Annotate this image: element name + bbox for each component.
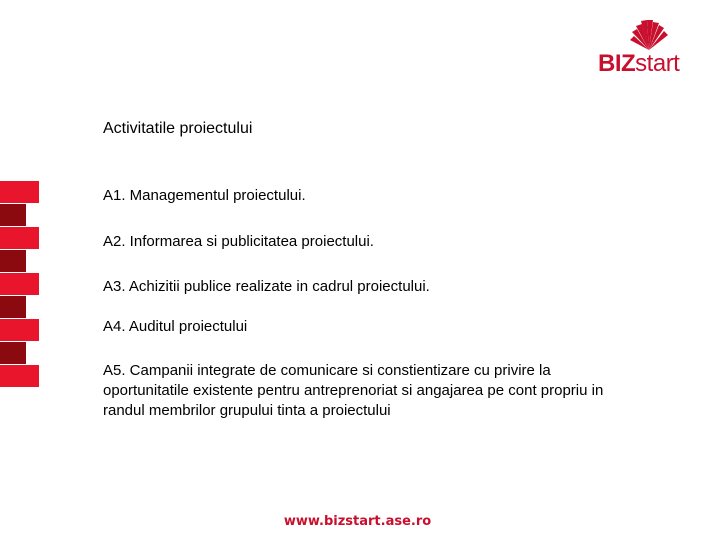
activity-item-a5: A5. Campanii integrate de comunicare si constientizare cu privire la oportunitatile existente pentru antreprenoriat si angajarea pe cont propriu in randul membrilor grupului tinta a proiectului [103,362,604,419]
side-bar [0,273,39,295]
side-bar [0,296,26,318]
bizstart-logo [594,14,694,77]
activity-item-a3: A3. Achizitii publice realizate in cadrul proiectului. [103,278,430,295]
logo-wordmark [598,52,679,76]
side-bar [0,342,26,364]
slide-title: Activitatile proiectului [103,120,253,137]
side-bar [0,227,39,249]
side-bar [0,204,26,226]
side-bar [0,365,39,387]
sunburst-icon [614,14,684,52]
activity-item-a1: A1. Managementul proiectului. [103,187,306,204]
logo-biz-text: BIZ [598,50,636,77]
footer-url-link[interactable]: www.bizstart.ase.ro [283,514,432,529]
side-bar [0,250,26,272]
side-bar [0,319,39,341]
side-bar [0,181,39,203]
activity-item-a2: A2. Informarea si publicitatea proiectului. [103,233,374,250]
logo-start-text: start [635,50,680,77]
activity-item-a4: A4. Auditul proiectului [103,318,248,335]
